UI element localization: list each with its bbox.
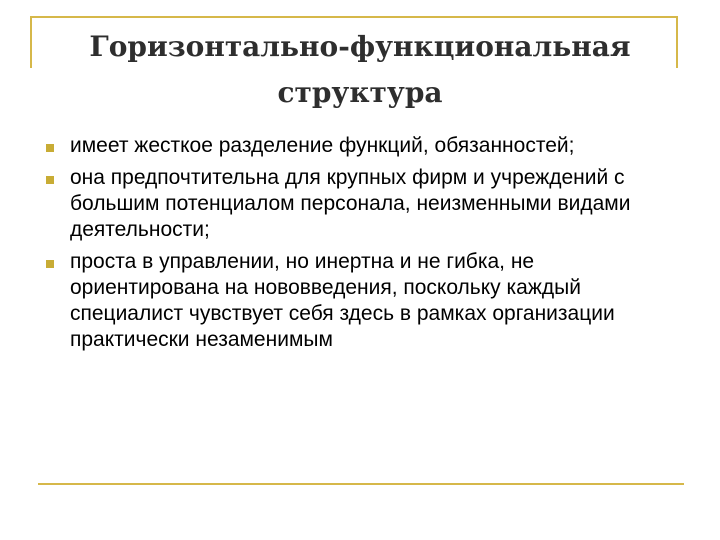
bullet-list	[46, 133, 686, 359]
bullet-item-2	[46, 165, 686, 243]
bullet-text: имеет жесткое разделение функций, обязанностей;	[70, 134, 575, 157]
square-bullet-icon	[46, 176, 54, 184]
bullet-item-1	[46, 133, 686, 159]
slide-title: Горизонтально-функциональная структура	[89, 30, 631, 109]
top-divider-line	[30, 16, 678, 18]
bullet-text: проста в управлении, но инертна и не гибка, не ориентирована на нововведения, поскольку каждый специалист чувствует себя здесь в рамках организации практически незаменимым	[70, 250, 615, 351]
bullet-item-3	[46, 249, 686, 353]
bottom-divider-line	[38, 483, 684, 485]
square-bullet-icon	[46, 144, 54, 152]
left-divider-line	[30, 16, 32, 68]
bullet-text: она предпочтительна для крупных фирм и учреждений с большим потенциалом персонала, неизменными видами деятельности;	[70, 166, 631, 241]
square-bullet-icon	[46, 260, 54, 268]
